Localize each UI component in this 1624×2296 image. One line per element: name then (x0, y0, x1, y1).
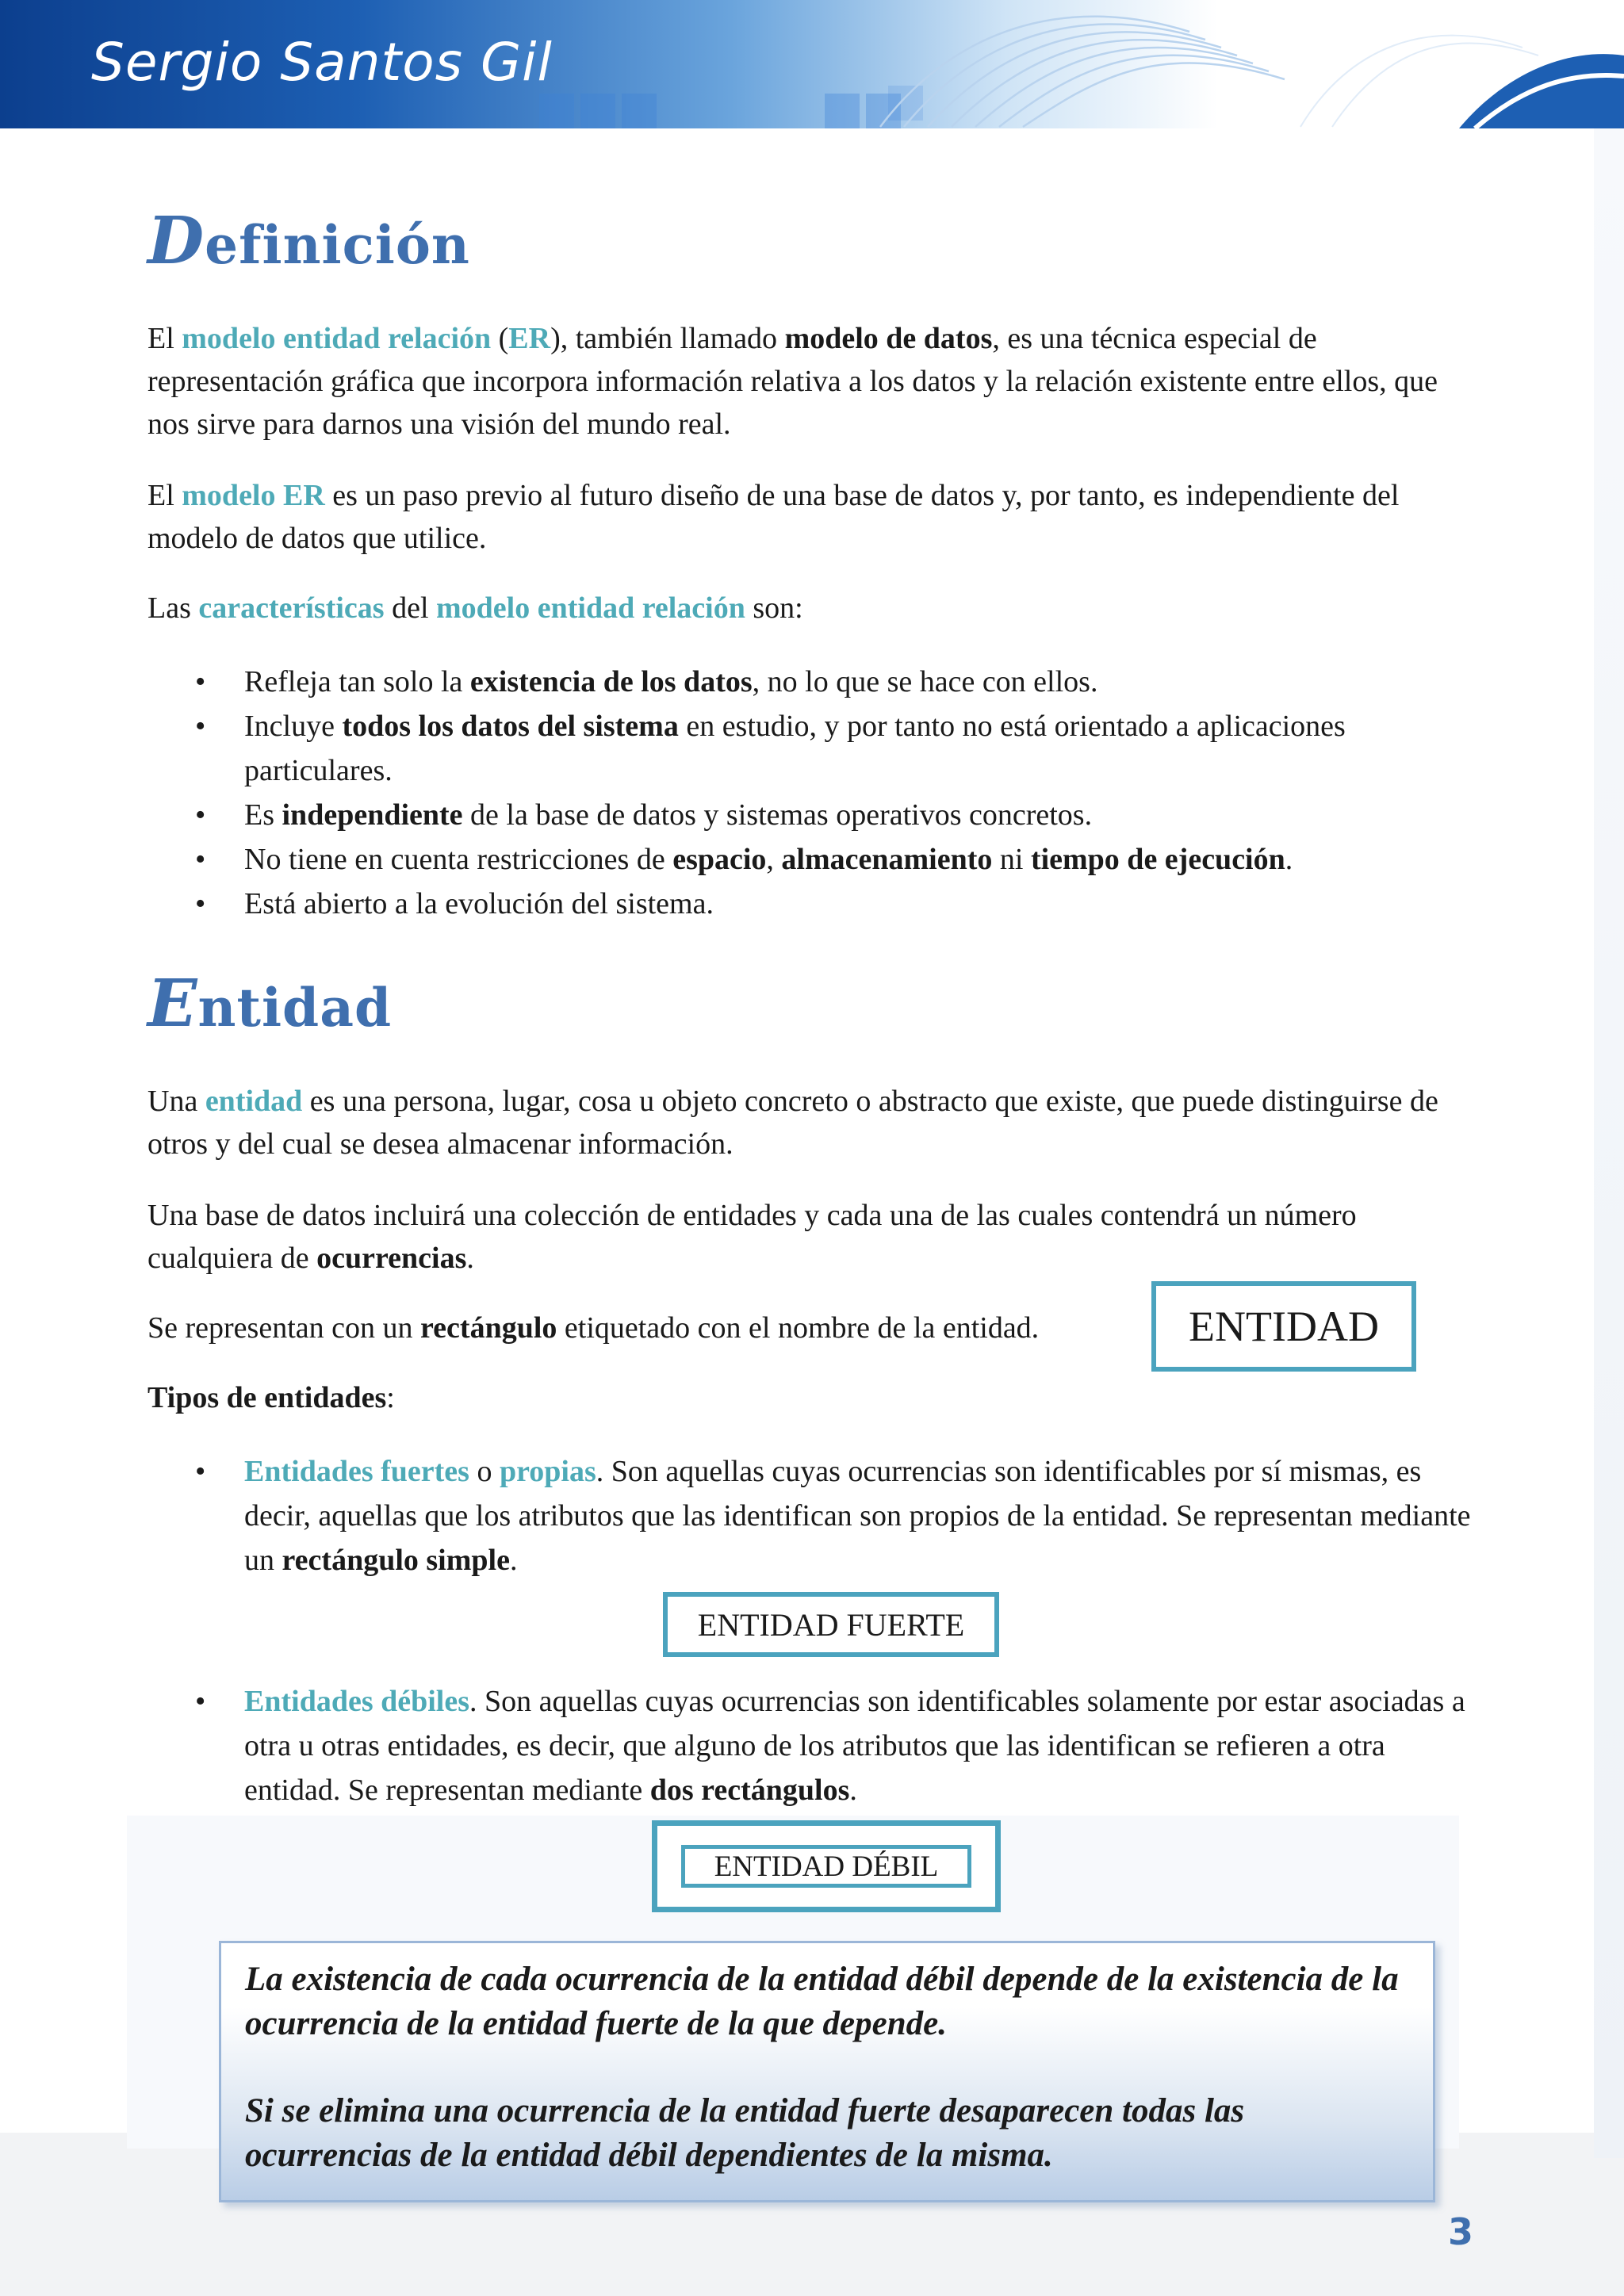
list-item (147, 1449, 1480, 1582)
heading-initial: E (147, 966, 198, 1042)
list-item (147, 837, 1480, 882)
header-swirl-decoration (856, 0, 1624, 128)
highlight-term: modelo entidad relación (182, 322, 492, 355)
text: Una (147, 1085, 205, 1118)
page-header (0, 0, 1624, 128)
list-item (147, 1679, 1480, 1812)
list-item (147, 660, 1480, 704)
text: es un paso previo al futuro diseño de una base de datos y, por tanto, es independiente del modelo de datos que utilice. (147, 479, 1400, 555)
paragraph-occurrences (147, 1194, 1480, 1280)
bold-term: tiempo de ejecución (1030, 843, 1285, 876)
highlight-term: Entidades débiles (244, 1685, 470, 1718)
text: . Son aquellas cuyas ocurrencias son identificables por sí mismas, es decir, aquellas que los atributos que las identifican son propios de la entidad. Se representan mediante un (244, 1455, 1471, 1577)
highlight-term: características (198, 591, 385, 625)
text: es una persona, lugar, cosa u objeto concreto o abstracto que existe, que puede distinguirse de otros y del cual se desea almacenar información. (147, 1085, 1438, 1161)
text: Es (244, 798, 282, 832)
list-item (147, 882, 1480, 926)
entity-types-list-strong (147, 1449, 1480, 1582)
bold-term: rectángulo simple (282, 1544, 510, 1577)
entity-types-title (147, 1376, 1480, 1419)
text: : (386, 1381, 395, 1414)
bold-term: espacio (672, 843, 767, 876)
note-line-2: Si se elimina una ocurrencia de la entidad fuerte desaparecen todas las ocurrencias de la entidad débil dependientes de la misma. (245, 2092, 1245, 2174)
text: . (509, 1544, 518, 1577)
text: , (766, 843, 782, 876)
bold-term: modelo de datos (784, 322, 993, 355)
paragraph-definition (147, 317, 1480, 446)
highlight-term: ER (508, 322, 551, 355)
weak-entity-label: ENTIDAD DÉBIL (714, 1850, 939, 1883)
entity-rectangle (1151, 1281, 1416, 1372)
text: en estudio, y por tanto no está orientado a aplicaciones particulares. (244, 710, 1346, 787)
bold-term: Tipos de entidades (147, 1381, 387, 1414)
text: Se representan con un (147, 1311, 420, 1345)
text: . (466, 1242, 474, 1275)
text: Incluye (244, 710, 343, 743)
heading-rest: efinición (205, 214, 470, 276)
bold-term: existencia de los datos (469, 665, 753, 698)
text: Refleja tan solo la (244, 665, 470, 698)
list-item (147, 704, 1480, 793)
text: No tiene en cuenta restricciones de (244, 843, 673, 876)
text: ), también llamado (550, 322, 785, 355)
bold-term: rectángulo (420, 1311, 557, 1345)
entity-types-list-weak (147, 1679, 1480, 1812)
author-name: Sergio Santos Gil (91, 32, 553, 93)
text: El (147, 322, 182, 355)
strong-entity-label: ENTIDAD FUERTE (697, 1606, 965, 1643)
paragraph-entity-definition (147, 1080, 1480, 1165)
note-box (219, 1941, 1435, 2202)
highlight-term: modelo ER (182, 479, 325, 512)
text: del (384, 591, 437, 625)
bold-term: ocurrencias (316, 1242, 467, 1275)
text: , no lo que se hace con ellos. (752, 665, 1098, 698)
text: El (147, 479, 182, 512)
page-number: 3 (1448, 2210, 1474, 2253)
bold-term: almacenamiento (781, 843, 993, 876)
entity-label: ENTIDAD (1189, 1303, 1379, 1350)
paragraph-model-er (147, 474, 1480, 560)
bold-term: todos los datos del sistema (342, 710, 679, 743)
text: ( (491, 322, 509, 355)
strong-entity-rectangle (663, 1592, 999, 1657)
paragraph-representation (147, 1307, 1162, 1349)
list-item (147, 793, 1480, 837)
bold-term: dos rectángulos (649, 1774, 850, 1807)
text: Una base de datos incluirá una colección de entidades y cada una de las cuales contendrá un número cualquiera de (147, 1199, 1357, 1275)
heading-definicion (147, 203, 470, 279)
side-decoration (1594, 128, 1624, 2158)
weak-entity-double-rectangle (652, 1820, 1001, 1912)
characteristics-list (147, 660, 1480, 926)
highlight-term: propias (499, 1455, 596, 1488)
text: Está abierto a la evolución del sistema. (244, 887, 714, 920)
highlight-term: Entidades fuertes (244, 1455, 469, 1488)
text: . (1285, 843, 1293, 876)
highlight-term: entidad (205, 1085, 303, 1118)
heading-initial: D (147, 203, 205, 279)
heading-entidad (147, 966, 392, 1042)
text: , es una técnica especial de representación gráfica que incorpora información relativa a los datos y la relación existente entre ellos, que nos sirve para darnos una visión del mundo real. (147, 322, 1438, 441)
text: etiquetado con el nombre de la entidad. (557, 1311, 1040, 1345)
highlight-term: modelo entidad relación (436, 591, 745, 625)
note-line-1: La existencia de cada ocurrencia de la entidad débil depende de la existencia de la ocurrencia de la entidad fuerte de la que depende. (245, 1961, 1399, 2042)
text: ni (992, 843, 1031, 876)
text: o (469, 1455, 500, 1488)
text: de la base de datos y sistemas operativos concretos. (462, 798, 1093, 832)
heading-rest: ntidad (197, 977, 393, 1039)
bold-term: independiente (282, 798, 463, 832)
text: Las (147, 591, 199, 625)
text: son: (745, 591, 803, 625)
paragraph-characteristics-intro (147, 587, 1480, 629)
text: . Son aquellas cuyas ocurrencias son identificables solamente por estar asociadas a otra u otras entidades, es decir, que alguno de los atributos que las identifican se refieren a otra entidad. Se representan mediante (244, 1685, 1465, 1807)
text: . (849, 1774, 857, 1807)
weak-entity-inner-rectangle (681, 1845, 971, 1888)
